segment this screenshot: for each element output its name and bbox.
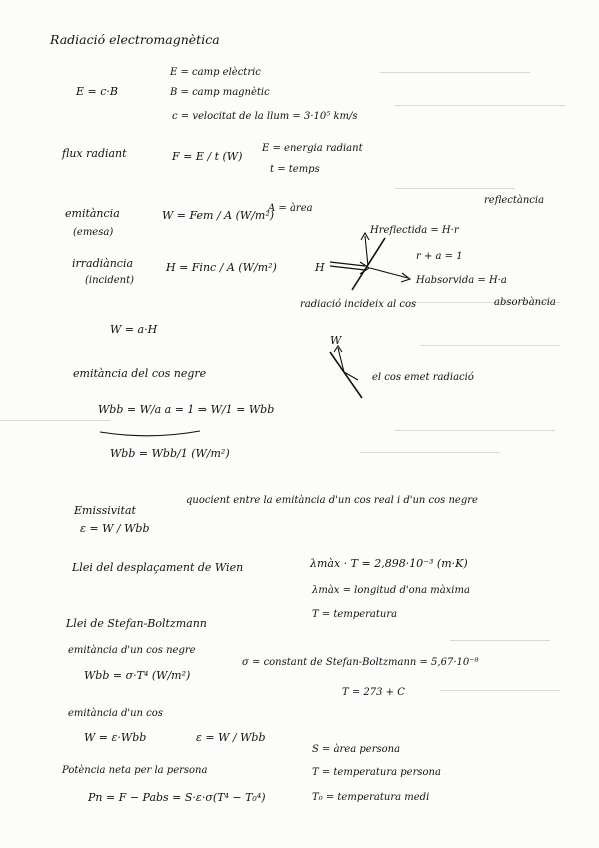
w-epsilon-equation: W = ε·Wbb <box>84 731 147 744</box>
irradiance-sub: (incident) <box>85 275 135 286</box>
wien-label: Llei del desplaçament de Wien <box>72 561 244 574</box>
emissivity-description: quocient entre la emitància d'un cos real i d'un cos negre <box>186 495 478 506</box>
r-plus-a: r + a = 1 <box>416 251 463 262</box>
emitance-label: emitància <box>65 207 120 220</box>
irradiance-equation: H = Finc / A (W/m²) <box>166 261 277 274</box>
emitance-equation: W = Fem / A (W/m²) <box>162 209 275 222</box>
epsilon-fraction: ε = W / Wbb <box>196 731 266 744</box>
power-label: Potència neta per la persona <box>62 765 208 776</box>
c-definition: c = velocitat de la llum = 3·10⁵ km/s <box>172 111 358 122</box>
emissivity-label: Emissivitat <box>74 504 136 517</box>
w-symbol: W <box>330 334 342 347</box>
s-definition: S = àrea persona <box>312 744 401 755</box>
t0-definition: T₀ = temperatura medi <box>312 792 430 803</box>
kelvin-conversion: T = 273 + C <box>342 687 405 698</box>
irradiance-label: irradiància <box>72 257 134 270</box>
body-emittance-label: emitància d'un cos <box>68 708 163 719</box>
flux-t-definition: t = temps <box>270 164 320 175</box>
incident-ray <box>330 266 365 270</box>
body-line <box>330 352 362 398</box>
b-definition: B = camp magnètic <box>170 87 270 98</box>
black-body-label: emitància del cos negre <box>73 367 207 380</box>
wbb-chain: Wbb = W/a a = 1 ⇒ W/1 = Wbb <box>98 403 275 416</box>
stefan-label: Llei de Stefan-Boltzmann <box>66 617 207 630</box>
e-cb-equation: E = c·B <box>76 85 118 98</box>
wbb-sigma-equation: Wbb = σ·T⁴ (W/m²) <box>84 669 191 682</box>
body-emits-caption: el cos emet radiació <box>372 372 474 383</box>
incident-ray <box>330 262 365 266</box>
reflected-ray <box>365 236 368 266</box>
radiation-incident-caption: radiació incideix al cos <box>300 299 417 310</box>
lambda-definition: λmàx = longitud d'ona màxima <box>312 585 470 596</box>
absorbance-label: absorbància <box>494 297 556 308</box>
flux-equation: F = E / t (W) <box>172 150 243 163</box>
area-definition: A = àrea <box>268 203 313 214</box>
e-definition: E = camp elèctric <box>170 67 261 78</box>
sigma-definition: σ = constant de Stefan-Boltzmann = 5,67·10⁻⁸ <box>242 657 479 668</box>
w-ah-equation: W = a·H <box>110 323 158 336</box>
reflectance-label: reflectància <box>484 195 545 206</box>
emitance-sub: (emesa) <box>73 227 114 238</box>
t-person-definition: T = temperatura persona <box>312 767 441 778</box>
underbrace-stroke <box>100 431 200 436</box>
temperature-definition: T = temperatura <box>312 609 398 620</box>
wien-equation: λmàx · T = 2,898·10⁻³ (m·K) <box>310 557 468 570</box>
wbb-equation: Wbb = Wbb/1 (W/m²) <box>110 447 230 460</box>
page-title: Radiació electromagnètica <box>50 32 220 47</box>
surface-line <box>352 238 385 290</box>
black-emittance-label: emitància d'un cos negre <box>68 645 196 656</box>
h-absorbed: Habsorvida = H·a <box>416 275 507 286</box>
power-equation: Pn = F − Pabs = S·ε·σ(T⁴ − T₀⁴) <box>88 791 266 804</box>
h-symbol: H <box>315 261 325 274</box>
flux-label: flux radiant <box>62 147 127 160</box>
h-reflected: Hreflectida = H·r <box>370 225 459 236</box>
emissivity-equation: ε = W / Wbb <box>80 522 150 535</box>
flux-e-definition: E = energia radiant <box>262 143 363 154</box>
